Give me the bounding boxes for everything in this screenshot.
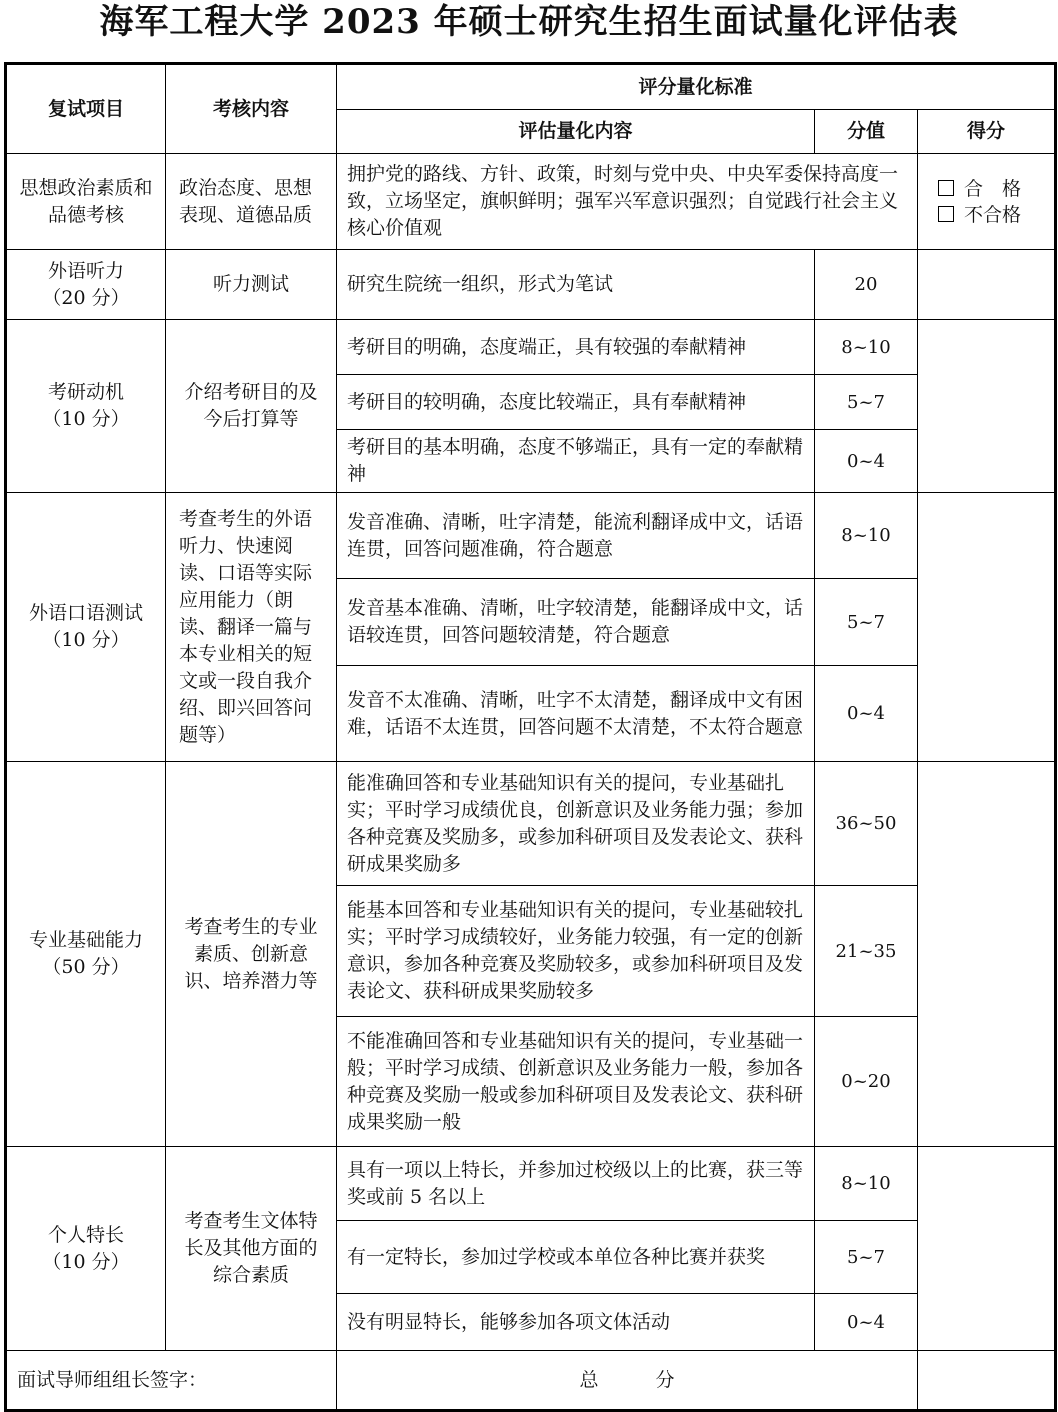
criteria-oral-1: 发音准确、清晰，吐字清楚，能流利翻译成中文，话语连贯，回答问题准确，符合题意	[337, 493, 815, 579]
item-listening: 外语听力 （20 分）	[6, 250, 166, 320]
score-professional[interactable]	[918, 762, 1056, 1147]
checkbox-icon[interactable]	[938, 206, 954, 222]
points-talent-1: 8~10	[815, 1147, 918, 1221]
content-talent: 考查考生文体特长及其他方面的综合素质	[166, 1147, 337, 1351]
header-criteria: 评估量化内容	[337, 110, 815, 154]
header-item: 复试项目	[6, 64, 166, 154]
criteria-motivation-1: 考研目的明确，态度端正，具有较强的奉献精神	[337, 320, 815, 375]
points-professional-1: 36~50	[815, 762, 918, 886]
page-title: 海军工程大学 2023 年硕士研究生招生面试量化评估表	[99, 2, 959, 42]
points-motivation-1: 8~10	[815, 320, 918, 375]
total-label: 总 分	[337, 1351, 918, 1411]
score-talent[interactable]	[918, 1147, 1056, 1351]
criteria-oral-3: 发音不太准确、清晰，吐字不太清楚，翻译成中文有困难，话语不太连贯，回答问题不太清楚，不太符合题意	[337, 666, 815, 762]
score-oral[interactable]	[918, 493, 1056, 762]
item-oral: 外语口语测试 （10 分）	[6, 493, 166, 762]
criteria-professional-3: 不能准确回答和专业基础知识有关的提问，专业基础一般；平时学习成绩、创新意识及业务能力一般，参加各种竞赛及奖励一般或参加科研项目及发表论文、获科研成果奖励一般	[337, 1017, 815, 1147]
item-politics: 思想政治素质和品德考核	[6, 154, 166, 250]
content-listening: 听力测试	[166, 250, 337, 320]
header-content: 考核内容	[166, 64, 337, 154]
criteria-motivation-3: 考研目的基本明确，态度不够端正，具有一定的奉献精神	[337, 430, 815, 493]
points-talent-3: 0~4	[815, 1294, 918, 1351]
points-professional-3: 0~20	[815, 1017, 918, 1147]
criteria-talent-3: 没有明显特长，能够参加各项文体活动	[337, 1294, 815, 1351]
score-listening[interactable]	[918, 250, 1056, 320]
header-points: 分值	[815, 110, 918, 154]
content-motivation: 介绍考研目的及今后打算等	[166, 320, 337, 493]
item-talent: 个人特长 （10 分）	[6, 1147, 166, 1351]
criteria-talent-2: 有一定特长，参加过学校或本单位各种比赛并获奖	[337, 1221, 815, 1294]
total-score[interactable]	[918, 1351, 1056, 1411]
item-motivation: 考研动机 （10 分）	[6, 320, 166, 493]
item-professional: 专业基础能力 （50 分）	[6, 762, 166, 1147]
criteria-politics: 拥护党的路线、方针、政策，时刻与党中央、中央军委保持高度一致，立场坚定，旗帜鲜明；强军兴军意识强烈；自觉践行社会主义核心价值观	[337, 154, 918, 250]
content-professional: 考查考生的专业素质、创新意识、培养潜力等	[166, 762, 337, 1147]
points-oral-1: 8~10	[815, 493, 918, 579]
points-oral-3: 0~4	[815, 666, 918, 762]
criteria-talent-1: 具有一项以上特长，并参加过校级以上的比赛，获三等奖或前 5 名以上	[337, 1147, 815, 1221]
criteria-professional-2: 能基本回答和专业基础知识有关的提问，专业基础较扎实；平时学习成绩较好，业务能力较强，有一定的创新意识，参加各种竞赛及奖励较多，或参加科研项目及发表论文、获科研成果奖励较多	[337, 886, 815, 1017]
criteria-professional-1: 能准确回答和专业基础知识有关的提问，专业基础扎实；平时学习成绩优良，创新意识及业务能力强；参加各种竞赛及奖励多，或参加科研项目及发表论文、获科研成果奖励多	[337, 762, 815, 886]
points-listening: 20	[815, 250, 918, 320]
criteria-listening: 研究生院统一组织，形式为笔试	[337, 250, 815, 320]
politics-result	[918, 154, 1056, 250]
signature-label: 面试导师组组长签字：	[6, 1351, 337, 1411]
header-standard: 评分量化标准	[337, 64, 1056, 110]
content-oral: 考查考生的外语听力、快速阅读、口语等实际应用能力（朗读、翻译一篇与本专业相关的短文或一段自我介绍、即兴回答问题等）	[166, 493, 337, 762]
points-motivation-3: 0~4	[815, 430, 918, 493]
checkbox-icon[interactable]	[938, 180, 954, 196]
criteria-motivation-2: 考研目的较明确，态度比较端正，具有奉献精神	[337, 375, 815, 430]
score-motivation[interactable]	[918, 320, 1056, 493]
points-professional-2: 21~35	[815, 886, 918, 1017]
evaluation-table	[4, 62, 1057, 1412]
criteria-oral-2: 发音基本准确、清晰，吐字较清楚，能翻译成中文，话语较连贯，回答问题较清楚，符合题意	[337, 579, 815, 666]
header-score: 得分	[918, 110, 1056, 154]
points-talent-2: 5~7	[815, 1221, 918, 1294]
fail-option[interactable]: 不合格	[938, 202, 1044, 228]
content-politics: 政治态度、思想表现、道德品质	[166, 154, 337, 250]
points-motivation-2: 5~7	[815, 375, 918, 430]
pass-option[interactable]: 合 格	[938, 176, 1044, 202]
points-oral-2: 5~7	[815, 579, 918, 666]
